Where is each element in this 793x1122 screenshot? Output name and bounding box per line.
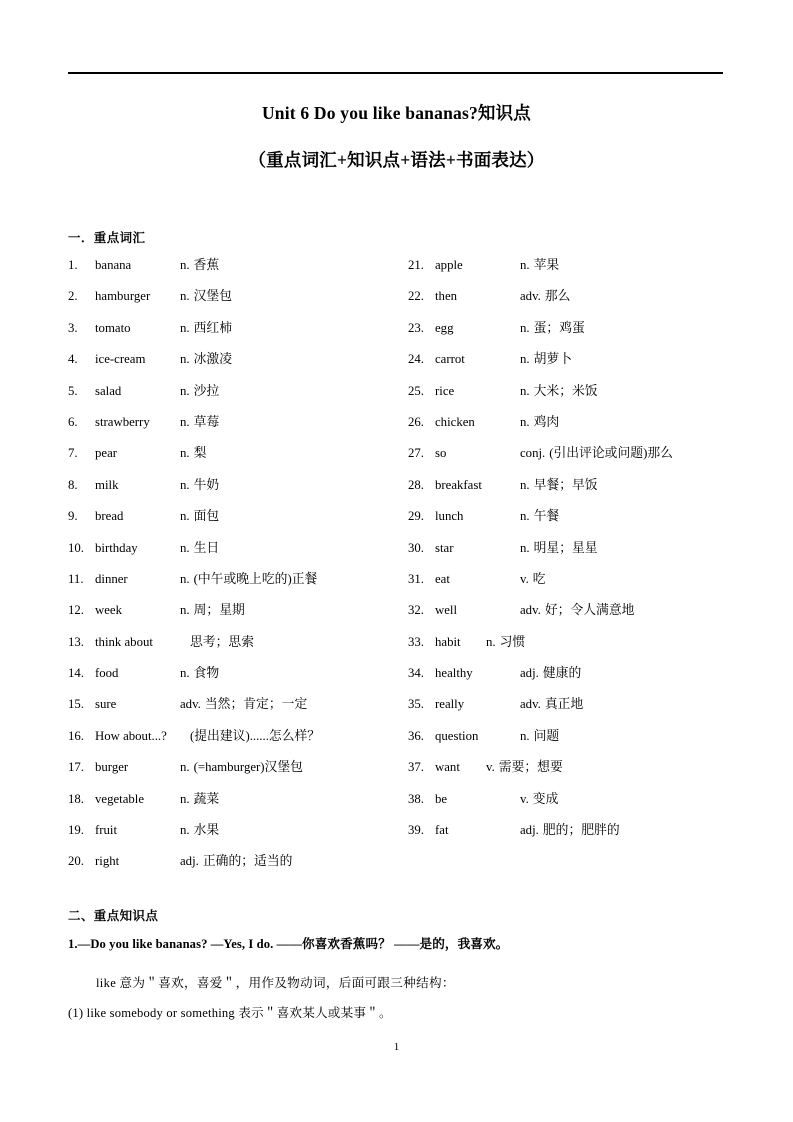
vocabulary-gloss	[180, 407, 219, 438]
vocabulary-part-of-speech: v.	[486, 760, 495, 775]
vocabulary-number: 34.	[408, 666, 424, 681]
vocabulary-meaning: 汉堡包	[193, 289, 232, 304]
vocabulary-part-of-speech: adj.	[180, 854, 199, 869]
vocabulary-number: 37.	[408, 760, 424, 775]
vocabulary-row	[408, 407, 768, 438]
vocabulary-part-of-speech: conj.	[520, 446, 546, 461]
vocabulary-list-left	[68, 250, 398, 878]
vocabulary-number: 7.	[68, 446, 78, 461]
vocabulary-word: lunch	[435, 509, 464, 524]
vocabulary-number: 23.	[408, 320, 424, 335]
vocabulary-meaning: 蛋；鸡蛋	[533, 320, 585, 335]
vocabulary-word: apple	[435, 258, 463, 272]
vocabulary-number: 32.	[408, 603, 424, 618]
vocabulary-number: 24.	[408, 352, 424, 367]
vocabulary-word: think about	[95, 634, 153, 649]
vocabulary-number: 14.	[68, 666, 84, 681]
vocabulary-row	[408, 721, 768, 752]
vocabulary-meaning: 健康的	[542, 666, 582, 681]
vocabulary-word: strawberry	[95, 414, 150, 429]
vocabulary-part-of-speech: n.	[180, 760, 190, 775]
vocabulary-word: habit	[435, 634, 461, 649]
vocabulary-word: bread	[95, 509, 124, 524]
vocabulary-row	[408, 533, 768, 564]
vocabulary-meaning: 问题	[533, 728, 560, 743]
vocabulary-row	[408, 470, 768, 501]
vocabulary-number: 39.	[408, 823, 424, 838]
vocabulary-meaning: 好；令人满意地	[544, 603, 635, 618]
vocabulary-row	[68, 470, 398, 501]
vocabulary-meaning: 习惯	[499, 634, 526, 649]
vocabulary-number: 17.	[68, 760, 84, 775]
vocabulary-gloss	[180, 438, 206, 469]
vocabulary-row	[408, 564, 768, 595]
vocabulary-row	[68, 564, 398, 595]
vocabulary-word: hamburger	[95, 289, 151, 304]
vocabulary-number: 19.	[68, 823, 84, 838]
vocabulary-number: 35.	[408, 697, 424, 712]
vocabulary-gloss	[180, 752, 303, 783]
knowledge-point-1-explanation: like 意为＂喜欢，喜爱＂，用作及物动词，后面可跟三种结构：	[96, 976, 455, 990]
vocabulary-row	[68, 376, 398, 407]
vocabulary-meaning: 肥的；肥胖的	[542, 823, 620, 838]
vocabulary-meaning: 水果	[193, 823, 220, 838]
vocabulary-part-of-speech: n.	[520, 477, 530, 492]
header-rule	[68, 72, 723, 74]
vocabulary-row	[408, 658, 768, 689]
vocabulary-word: then	[435, 289, 458, 304]
vocabulary-word: tomato	[95, 320, 131, 335]
vocabulary-word: fat	[435, 823, 449, 838]
vocabulary-number: 33.	[408, 634, 424, 649]
vocabulary-part-of-speech: adv.	[520, 289, 541, 304]
vocabulary-number: 27.	[408, 446, 424, 461]
vocabulary-word: pear	[95, 446, 118, 461]
vocabulary-word: question	[435, 728, 479, 743]
vocabulary-gloss	[180, 689, 307, 720]
vocabulary-gloss	[180, 846, 292, 877]
vocabulary-word: breakfast	[435, 477, 482, 492]
vocabulary-number: 1.	[68, 258, 78, 272]
vocabulary-meaning: 真正地	[544, 697, 584, 712]
vocabulary-part-of-speech: v.	[520, 571, 529, 586]
vocabulary-gloss	[520, 564, 546, 595]
vocabulary-meaning: 思考；思索	[190, 634, 254, 649]
vocabulary-gloss	[486, 627, 525, 658]
vocabulary-part-of-speech: n.	[180, 352, 190, 367]
vocabulary-gloss	[520, 533, 598, 564]
title-block	[0, 98, 793, 175]
vocabulary-number: 11.	[68, 571, 84, 586]
vocabulary-meaning: 大米；米饭	[533, 383, 598, 398]
vocabulary-row	[68, 407, 398, 438]
vocabulary-part-of-speech: n.	[180, 571, 190, 586]
vocabulary-row	[408, 689, 768, 720]
vocabulary-row	[68, 344, 398, 375]
vocabulary-gloss	[520, 689, 583, 720]
vocabulary-meaning: 西红柿	[193, 320, 232, 335]
vocabulary-gloss	[520, 595, 634, 626]
vocabulary-number: 31.	[408, 571, 424, 586]
vocabulary-word: food	[95, 666, 119, 681]
vocabulary-gloss	[180, 533, 219, 564]
vocabulary-meaning: 香蕉	[193, 258, 220, 272]
vocabulary-meaning: 蔬菜	[193, 791, 220, 806]
vocabulary-word: fruit	[95, 823, 118, 838]
vocabulary-part-of-speech: n.	[520, 540, 530, 555]
vocabulary-meaning: 食物	[193, 666, 220, 681]
vocabulary-part-of-speech: n.	[180, 477, 190, 492]
vocabulary-word: right	[95, 854, 120, 869]
vocabulary-part-of-speech: n.	[520, 414, 530, 429]
vocabulary-word: salad	[95, 383, 122, 398]
vocabulary-row	[68, 250, 398, 281]
vocabulary-gloss	[520, 470, 598, 501]
vocabulary-number: 38.	[408, 791, 424, 806]
vocabulary-row	[408, 627, 768, 658]
vocabulary-part-of-speech: n.	[180, 258, 190, 272]
vocabulary-gloss	[180, 313, 232, 344]
vocabulary-meaning: (提出建议)......怎么样？	[190, 728, 321, 743]
vocabulary-gloss	[180, 344, 232, 375]
vocabulary-part-of-speech: adv.	[520, 603, 541, 618]
vocabulary-number: 25.	[408, 383, 424, 398]
vocabulary-part-of-speech: n.	[180, 414, 190, 429]
vocabulary-meaning: 变成	[532, 791, 559, 806]
vocabulary-meaning: 苹果	[533, 258, 560, 272]
vocabulary-meaning: 胡萝卜	[533, 352, 572, 367]
vocabulary-meaning: (=hamburger)汉堡包	[193, 760, 303, 775]
vocabulary-gloss	[180, 564, 317, 595]
vocabulary-meaning: 梨	[193, 446, 207, 461]
vocabulary-word: star	[435, 540, 454, 555]
vocabulary-gloss	[520, 501, 559, 532]
vocabulary-part-of-speech: n.	[520, 383, 530, 398]
vocabulary-row	[68, 815, 398, 846]
vocabulary-word: sure	[95, 697, 117, 712]
vocabulary-part-of-speech: n.	[180, 540, 190, 555]
vocabulary-number: 3.	[68, 320, 78, 335]
vocabulary-word: ice-cream	[95, 352, 146, 367]
vocabulary-part-of-speech: adj.	[520, 666, 539, 681]
vocabulary-meaning: 当然；肯定；一定	[204, 697, 308, 712]
page-number: 1	[393, 1041, 400, 1053]
vocabulary-part-of-speech: n.	[180, 509, 190, 524]
vocabulary-row	[68, 627, 398, 658]
vocabulary-number: 9.	[68, 509, 78, 524]
vocabulary-word: week	[95, 603, 122, 618]
vocabulary-row	[68, 281, 398, 312]
vocabulary-word: egg	[435, 320, 454, 335]
vocabulary-meaning: 冰激凌	[193, 352, 232, 367]
vocabulary-row	[68, 501, 398, 532]
vocabulary-meaning: 沙拉	[193, 383, 220, 398]
vocabulary-part-of-speech: n.	[520, 728, 530, 743]
vocabulary-gloss	[486, 752, 563, 783]
vocabulary-part-of-speech: n.	[520, 258, 530, 272]
page-title: Unit 6 Do you like bananas?知识点	[261, 103, 532, 123]
vocabulary-word: so	[435, 446, 447, 461]
vocabulary-meaning: 明星；星星	[533, 540, 598, 555]
vocabulary-part-of-speech: n.	[180, 666, 190, 681]
vocabulary-gloss	[180, 815, 219, 846]
vocabulary-gloss	[180, 376, 219, 407]
vocabulary-row	[68, 595, 398, 626]
vocabulary-gloss	[520, 313, 585, 344]
vocabulary-meaning: (中午或晚上吃的)正餐	[193, 571, 318, 586]
vocabulary-meaning: 周；星期	[193, 603, 245, 618]
vocabulary-number: 15.	[68, 697, 84, 712]
vocabulary-part-of-speech: adv.	[180, 697, 201, 712]
vocabulary-gloss	[520, 281, 570, 312]
vocabulary-gloss	[520, 344, 572, 375]
vocabulary-meaning: 牛奶	[193, 477, 220, 492]
vocabulary-gloss	[520, 407, 559, 438]
vocabulary-gloss	[520, 250, 559, 281]
vocabulary-meaning: (引出评论或问题)那么	[549, 446, 673, 461]
vocabulary-part-of-speech: n.	[520, 509, 530, 524]
vocabulary-gloss	[180, 281, 232, 312]
vocabulary-meaning: 早餐；早饭	[533, 477, 598, 492]
vocabulary-row	[408, 752, 768, 783]
vocabulary-row	[408, 344, 768, 375]
vocabulary-number: 13.	[68, 634, 84, 649]
vocabulary-meaning: 吃	[532, 571, 546, 586]
vocabulary-word: carrot	[435, 352, 465, 367]
vocabulary-gloss	[180, 470, 219, 501]
vocabulary-row	[408, 376, 768, 407]
vocabulary-gloss	[186, 627, 254, 658]
knowledge-point-1-title: 1.—Do you like bananas? —Yes, I do. ——你喜欢香蕉吗？ ——是的，我喜欢。	[68, 937, 509, 951]
vocabulary-word: milk	[95, 477, 119, 492]
vocabulary-word: How about...?	[95, 728, 167, 743]
vocabulary-row	[408, 595, 768, 626]
vocabulary-row	[68, 689, 398, 720]
vocabulary-gloss	[520, 784, 558, 815]
vocabulary-row	[68, 721, 398, 752]
vocabulary-part-of-speech: n.	[486, 634, 496, 649]
vocabulary-number: 26.	[408, 414, 424, 429]
vocabulary-number: 8.	[68, 477, 78, 492]
vocabulary-word: eat	[435, 571, 450, 586]
vocabulary-gloss	[180, 784, 219, 815]
vocabulary-word: dinner	[95, 571, 128, 586]
vocabulary-list-right	[408, 250, 768, 846]
vocabulary-gloss	[180, 250, 219, 281]
vocabulary-part-of-speech: n.	[520, 352, 530, 367]
vocabulary-row	[408, 438, 768, 469]
section-heading-knowledge-points: 二、重点知识点	[68, 909, 159, 923]
vocabulary-meaning: 生日	[193, 540, 220, 555]
vocabulary-part-of-speech: adj.	[520, 823, 539, 838]
vocabulary-row	[408, 250, 768, 281]
vocabulary-meaning: 那么	[544, 289, 571, 304]
vocabulary-number: 29.	[408, 509, 424, 524]
vocabulary-row	[408, 784, 768, 815]
vocabulary-number: 28.	[408, 477, 424, 492]
vocabulary-word: well	[435, 603, 458, 618]
vocabulary-meaning: 草莓	[193, 414, 220, 429]
vocabulary-meaning: 需要；想要	[498, 760, 563, 775]
vocabulary-part-of-speech: v.	[520, 791, 529, 806]
vocabulary-meaning: 面包	[193, 509, 220, 524]
vocabulary-row	[68, 784, 398, 815]
vocabulary-row	[68, 752, 398, 783]
vocabulary-gloss	[520, 815, 620, 846]
vocabulary-number: 4.	[68, 352, 78, 367]
vocabulary-gloss	[180, 595, 245, 626]
vocabulary-gloss	[520, 658, 581, 689]
vocabulary-word: chicken	[435, 414, 475, 429]
vocabulary-row	[68, 313, 398, 344]
vocabulary-gloss	[520, 438, 673, 469]
vocabulary-word: birthday	[95, 540, 138, 555]
knowledge-point-1-structure-a: (1) like somebody or something 表示＂喜欢某人或某事＂。	[68, 1006, 392, 1020]
vocabulary-gloss	[520, 376, 598, 407]
vocabulary-number: 6.	[68, 414, 78, 429]
vocabulary-row	[68, 658, 398, 689]
vocabulary-number: 20.	[68, 854, 84, 869]
vocabulary-part-of-speech: n.	[180, 823, 190, 838]
vocabulary-meaning: 正确的；适当的	[202, 854, 293, 869]
vocabulary-part-of-speech: n.	[180, 791, 190, 806]
vocabulary-number: 12.	[68, 603, 84, 618]
vocabulary-number: 36.	[408, 728, 424, 743]
vocabulary-part-of-speech: n.	[180, 320, 190, 335]
vocabulary-row	[408, 281, 768, 312]
vocabulary-part-of-speech: n.	[180, 603, 190, 618]
vocabulary-meaning: 鸡肉	[533, 414, 560, 429]
vocabulary-part-of-speech: adv.	[520, 697, 541, 712]
vocabulary-number: 2.	[68, 289, 78, 304]
vocabulary-part-of-speech: n.	[180, 289, 190, 304]
vocabulary-row	[68, 846, 398, 877]
vocabulary-word: really	[435, 697, 465, 712]
vocabulary-row	[408, 501, 768, 532]
vocabulary-word: want	[435, 760, 460, 775]
vocabulary-number: 16.	[68, 728, 84, 743]
vocabulary-row	[408, 815, 768, 846]
vocabulary-part-of-speech: n.	[180, 446, 190, 461]
vocabulary-part-of-speech: n.	[180, 383, 190, 398]
vocabulary-word: burger	[95, 760, 129, 775]
vocabulary-number: 5.	[68, 383, 78, 398]
vocabulary-gloss	[180, 658, 219, 689]
vocabulary-word: rice	[435, 383, 455, 398]
vocabulary-number: 22.	[408, 289, 424, 304]
vocabulary-number: 21.	[408, 258, 424, 272]
section-heading-vocabulary: 一．重点词汇	[68, 231, 146, 245]
vocabulary-row	[408, 313, 768, 344]
vocabulary-number: 10.	[68, 540, 84, 555]
vocabulary-meaning: 午餐	[533, 509, 560, 524]
vocabulary-number: 30.	[408, 540, 424, 555]
vocabulary-row	[68, 438, 398, 469]
vocabulary-word: vegetable	[95, 791, 145, 806]
page-subtitle: （重点词汇+知识点+语法+书面表达）	[248, 150, 545, 170]
vocabulary-word: healthy	[435, 666, 473, 681]
vocabulary-gloss	[180, 501, 219, 532]
vocabulary-gloss	[186, 721, 320, 752]
vocabulary-number: 18.	[68, 791, 84, 806]
vocabulary-gloss	[520, 721, 559, 752]
vocabulary-row	[68, 533, 398, 564]
vocabulary-word: be	[435, 791, 448, 806]
vocabulary-part-of-speech: n.	[520, 320, 530, 335]
vocabulary-word: banana	[95, 258, 132, 272]
